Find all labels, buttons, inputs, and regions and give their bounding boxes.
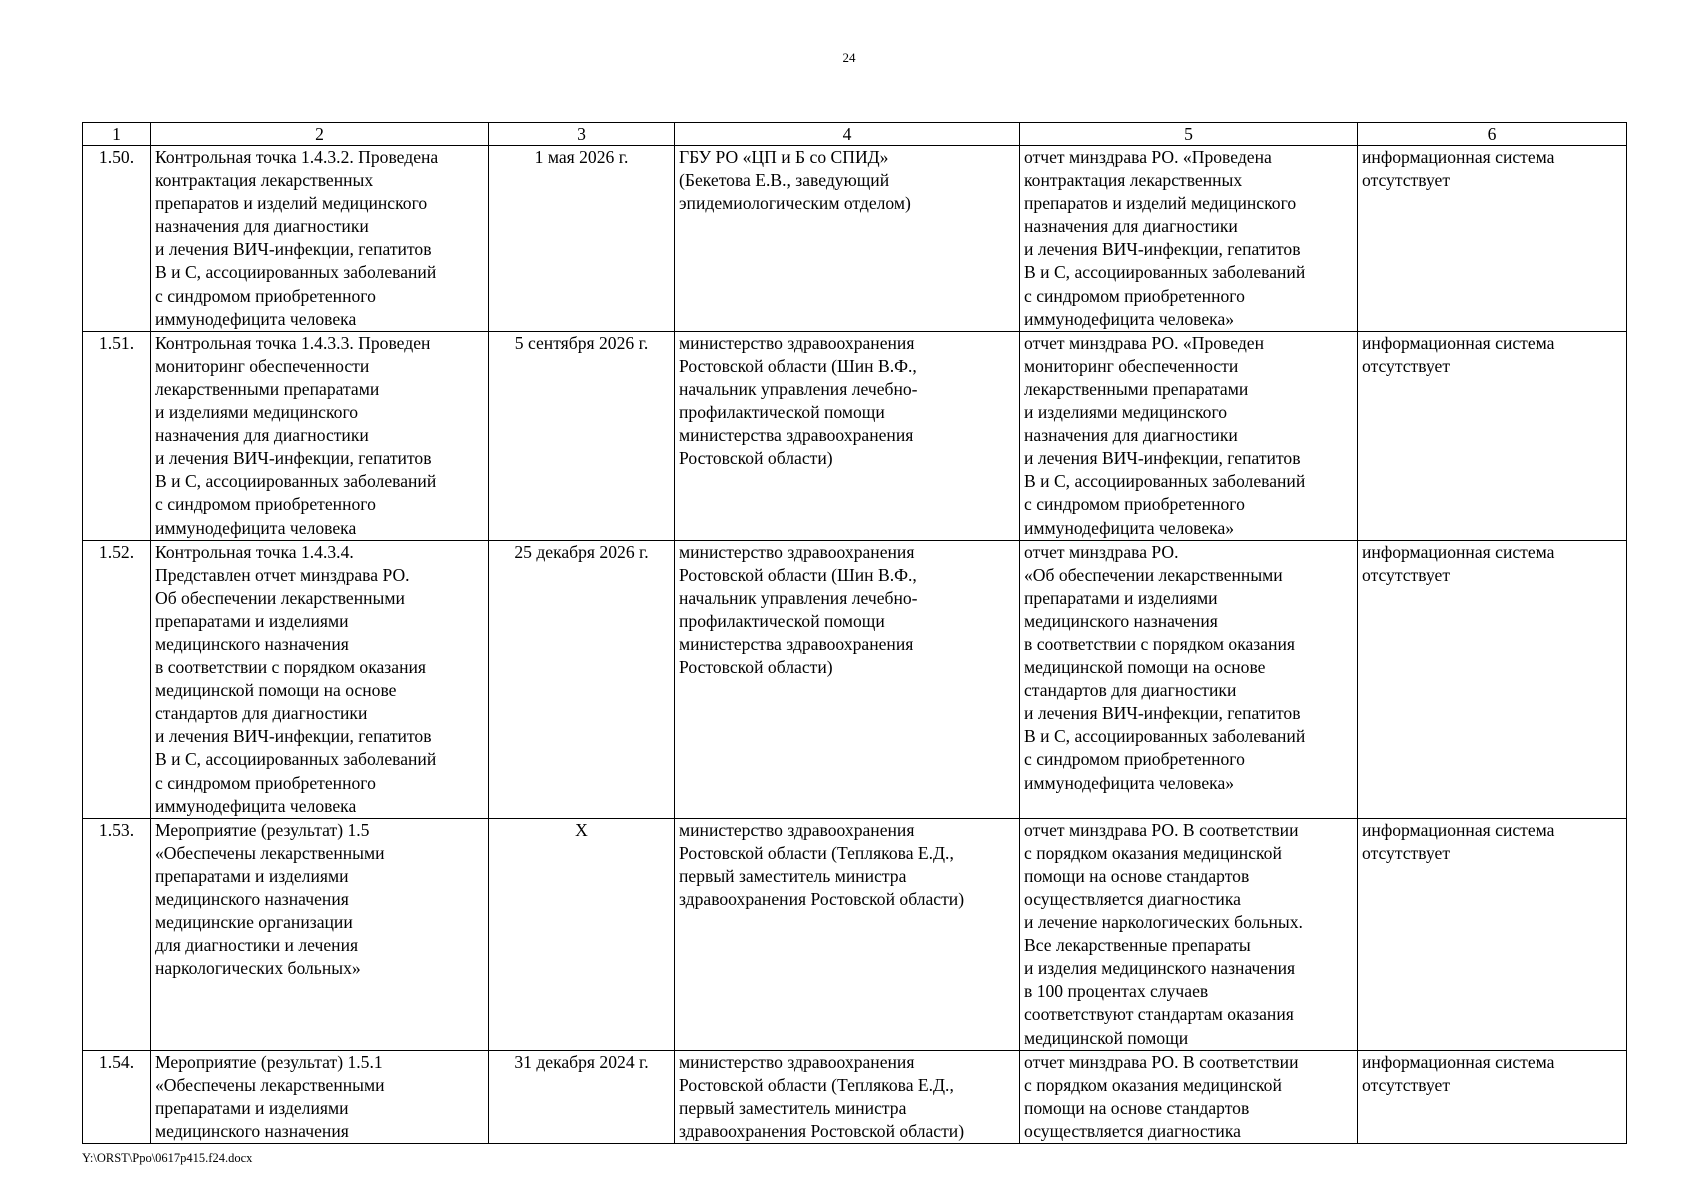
text-line: медицинского назначения xyxy=(1024,610,1218,631)
text-line: и лечение наркологических больных. xyxy=(1024,912,1303,933)
text-line: «Обеспечены лекарственными xyxy=(155,1074,385,1095)
text-line: препаратами и изделиями xyxy=(155,610,349,631)
text-line: мониторинг обеспеченности xyxy=(155,355,370,376)
text-line: осуществляется диагностика xyxy=(1024,1120,1241,1141)
task-description xyxy=(151,818,489,1050)
text-line: контрактация лекарственных xyxy=(155,170,374,191)
text-line: отсутствует xyxy=(1362,355,1451,376)
text-line: (Бекетова Е.В., заведующий xyxy=(679,170,890,191)
text-line: медицинские организации xyxy=(155,912,353,933)
column-header: 5 xyxy=(1020,123,1358,146)
text-line: в соответствии с порядком оказания xyxy=(1024,633,1295,654)
text-line: медицинской помощи на основе xyxy=(1024,657,1266,678)
deadline-date: Х xyxy=(489,818,675,1050)
text-line: препаратов и изделий медицинского xyxy=(155,193,428,214)
text-line: министерство здравоохранения xyxy=(679,1051,915,1072)
text-line: «Обеспечены лекарственными xyxy=(155,842,385,863)
information-system xyxy=(1358,818,1627,1050)
text-line: стандартов для диагностики xyxy=(1024,680,1237,701)
text-line: Представлен отчет минздрава РО. xyxy=(155,564,410,585)
text-line: наркологических больных» xyxy=(155,958,361,979)
result-document xyxy=(1020,331,1358,540)
text-line: и лечения ВИЧ-инфекции, гепатитов xyxy=(155,448,432,469)
text-line: с синдромом приобретенного xyxy=(1024,494,1245,515)
text-line: медицинского назначения xyxy=(155,633,349,654)
text-line: Все лекарственные препараты xyxy=(1024,935,1251,956)
text-line: Контрольная точка 1.4.3.4. xyxy=(155,541,354,562)
text-line: с порядком оказания медицинской xyxy=(1024,842,1282,863)
responsible-party xyxy=(675,540,1020,818)
text-line: стандартов для диагностики xyxy=(155,703,368,724)
text-line: информационная система xyxy=(1362,332,1555,353)
text-line: отсутствует xyxy=(1362,1074,1451,1095)
text-line: Мероприятие (результат) 1.5 xyxy=(155,819,370,840)
text-line: и изделиями медицинского xyxy=(1024,402,1228,423)
text-line: министерство здравоохранения xyxy=(679,541,915,562)
text-line: Контрольная точка 1.4.3.3. Проведен xyxy=(155,332,431,353)
text-line: Контрольная точка 1.4.3.2. Проведена xyxy=(155,147,439,167)
text-line: начальник управления лечебно- xyxy=(679,587,918,608)
column-header: 1 xyxy=(83,123,151,146)
text-line: В и С, ассоциированных заболеваний xyxy=(155,749,437,770)
text-line: Ростовской области (Теплякова Е.Д., xyxy=(679,1074,954,1095)
text-line: иммунодефицита человека xyxy=(155,517,357,538)
text-line: отчет минздрава РО. xyxy=(1024,541,1179,562)
text-line: осуществляется диагностика xyxy=(1024,889,1241,909)
table-body xyxy=(83,146,1627,1144)
text-line: медицинского назначения xyxy=(155,889,349,909)
text-line: Мероприятие (результат) 1.5.1 xyxy=(155,1051,383,1072)
text-line: иммунодефицита человека» xyxy=(1024,772,1235,793)
text-line: первый заместитель министра xyxy=(679,865,907,886)
text-line: информационная система xyxy=(1362,147,1555,167)
responsible-party xyxy=(675,146,1020,332)
row-number: 1.51. xyxy=(83,331,151,540)
text-line: и лечения ВИЧ-инфекции, гепатитов xyxy=(1024,703,1301,724)
text-line: соответствуют стандартам оказания xyxy=(1024,1004,1294,1025)
text-line: профилактической помощи xyxy=(679,610,885,631)
text-line: отчет минздрава РО. «Проведен xyxy=(1024,332,1264,353)
text-line: В и С, ассоциированных заболеваний xyxy=(1024,262,1306,283)
column-header: 2 xyxy=(151,123,489,146)
text-line: препаратов и изделий медицинского xyxy=(1024,193,1297,214)
text-line: иммунодефицита человека» xyxy=(1024,517,1235,538)
text-line: В и С, ассоциированных заболеваний xyxy=(155,471,437,492)
text-line: и изделиями медицинского xyxy=(155,402,359,423)
text-line: В и С, ассоциированных заболеваний xyxy=(155,262,437,283)
text-line: отчет минздрава РО. В соответствии xyxy=(1024,819,1299,840)
text-line: информационная система xyxy=(1362,819,1555,840)
text-line: помощи на основе стандартов xyxy=(1024,1097,1250,1118)
text-line: В и С, ассоциированных заболеваний xyxy=(1024,471,1306,492)
text-line: назначения для диагностики xyxy=(155,216,369,237)
text-line: ГБУ РО «ЦП и Б со СПИД» xyxy=(679,147,889,167)
table-row xyxy=(83,818,1627,1050)
text-line: медицинской помощи на основе xyxy=(155,680,397,701)
text-line: и лечения ВИЧ-инфекции, гепатитов xyxy=(155,726,432,747)
table-row xyxy=(83,540,1627,818)
text-line: назначения для диагностики xyxy=(1024,216,1238,237)
header-row xyxy=(83,123,1627,146)
result-document xyxy=(1020,540,1358,818)
text-line: препаратами и изделиями xyxy=(155,865,349,886)
information-system xyxy=(1358,540,1627,818)
text-line: отсутствует xyxy=(1362,170,1451,191)
text-line: медицинского назначения xyxy=(155,1120,349,1141)
text-line: первый заместитель министра xyxy=(679,1097,907,1118)
text-line: препаратами и изделиями xyxy=(155,1097,349,1118)
text-line: лекарственными препаратами xyxy=(155,378,380,399)
text-line: Об обеспечении лекарственными xyxy=(155,587,405,608)
text-line: В и С, ассоциированных заболеваний xyxy=(1024,726,1306,747)
responsible-party xyxy=(675,1050,1020,1143)
text-line: здравоохранения Ростовской области) xyxy=(679,889,965,909)
text-line: контрактация лекарственных xyxy=(1024,170,1243,191)
row-number: 1.53. xyxy=(83,818,151,1050)
text-line: с синдромом приобретенного xyxy=(1024,285,1245,306)
deadline-date: 5 сентября 2026 г. xyxy=(489,331,675,540)
text-line: Ростовской области (Теплякова Е.Д., xyxy=(679,842,954,863)
text-line: эпидемиологическим отделом) xyxy=(679,193,911,214)
responsible-party xyxy=(675,331,1020,540)
result-document xyxy=(1020,146,1358,332)
table-header xyxy=(83,123,1627,146)
task-description xyxy=(151,331,489,540)
column-header: 6 xyxy=(1358,123,1627,146)
text-line: министерства здравоохранения xyxy=(679,425,914,446)
text-line: Ростовской области (Шин В.Ф., xyxy=(679,355,917,376)
text-line: «Об обеспечении лекарственными xyxy=(1024,564,1283,585)
task-description xyxy=(151,146,489,332)
responsible-party xyxy=(675,818,1020,1050)
deadline-date: 25 декабря 2026 г. xyxy=(489,540,675,818)
text-line: информационная система xyxy=(1362,541,1555,562)
text-line: медицинской помощи xyxy=(1024,1027,1189,1048)
information-system xyxy=(1358,146,1627,332)
text-line: отсутствует xyxy=(1362,842,1451,863)
text-line: в соответствии с порядком оказания xyxy=(155,657,426,678)
text-line: министерства здравоохранения xyxy=(679,633,914,654)
text-line: и лечения ВИЧ-инфекции, гепатитов xyxy=(1024,448,1301,469)
text-line: с синдромом приобретенного xyxy=(1024,749,1245,770)
text-line: отчет минздрава РО. В соответствии xyxy=(1024,1051,1299,1072)
text-line: с синдромом приобретенного xyxy=(155,772,376,793)
text-line: начальник управления лечебно- xyxy=(679,378,918,399)
information-system xyxy=(1358,331,1627,540)
text-line: министерство здравоохранения xyxy=(679,819,915,840)
text-line: министерство здравоохранения xyxy=(679,332,915,353)
row-number: 1.52. xyxy=(83,540,151,818)
text-line: для диагностики и лечения xyxy=(155,935,359,956)
text-line: иммунодефицита человека xyxy=(155,308,357,329)
row-number: 1.50. xyxy=(83,146,151,332)
deadline-date: 1 мая 2026 г. xyxy=(489,146,675,332)
text-line: иммунодефицита человека xyxy=(155,795,357,816)
text-line: помощи на основе стандартов xyxy=(1024,865,1250,886)
text-line: с порядком оказания медицинской xyxy=(1024,1074,1282,1095)
text-line: здравоохранения Ростовской области) xyxy=(679,1120,965,1141)
plan-table xyxy=(82,122,1627,1144)
information-system xyxy=(1358,1050,1627,1143)
text-line: мониторинг обеспеченности xyxy=(1024,355,1239,376)
text-line: отсутствует xyxy=(1362,564,1451,585)
text-line: с синдромом приобретенного xyxy=(155,285,376,306)
text-line: иммунодефицита человека» xyxy=(1024,308,1235,329)
text-line: лекарственными препаратами xyxy=(1024,378,1249,399)
file-path-footer: Y:\ORST\Ppo\0617p415.f24.docx xyxy=(82,1151,253,1165)
result-document xyxy=(1020,818,1358,1050)
column-header: 3 xyxy=(489,123,675,146)
task-description xyxy=(151,540,489,818)
task-description xyxy=(151,1050,489,1143)
text-line: профилактической помощи xyxy=(679,402,885,423)
text-line: в 100 процентах случаев xyxy=(1024,981,1209,1002)
text-line: и изделия медицинского назначения xyxy=(1024,958,1296,979)
text-line: назначения для диагностики xyxy=(155,425,369,446)
table-row xyxy=(83,331,1627,540)
row-number: 1.54. xyxy=(83,1050,151,1143)
text-line: препаратами и изделиями xyxy=(1024,587,1218,608)
column-header: 4 xyxy=(675,123,1020,146)
table-row xyxy=(83,146,1627,332)
text-line: Ростовской области (Шин В.Ф., xyxy=(679,564,917,585)
text-line: и лечения ВИЧ-инфекции, гепатитов xyxy=(155,239,432,260)
result-document xyxy=(1020,1050,1358,1143)
text-line: отчет минздрава РО. «Проведена xyxy=(1024,147,1272,167)
text-line: с синдромом приобретенного xyxy=(155,494,376,515)
table-row xyxy=(83,1050,1627,1143)
text-line: Ростовской области) xyxy=(679,657,833,678)
deadline-date: 31 декабря 2024 г. xyxy=(489,1050,675,1143)
text-line: назначения для диагностики xyxy=(1024,425,1238,446)
text-line: и лечения ВИЧ-инфекции, гепатитов xyxy=(1024,239,1301,260)
text-line: информационная система xyxy=(1362,1051,1555,1072)
text-line: Ростовской области) xyxy=(679,448,833,469)
page-number: 24 xyxy=(842,50,856,65)
